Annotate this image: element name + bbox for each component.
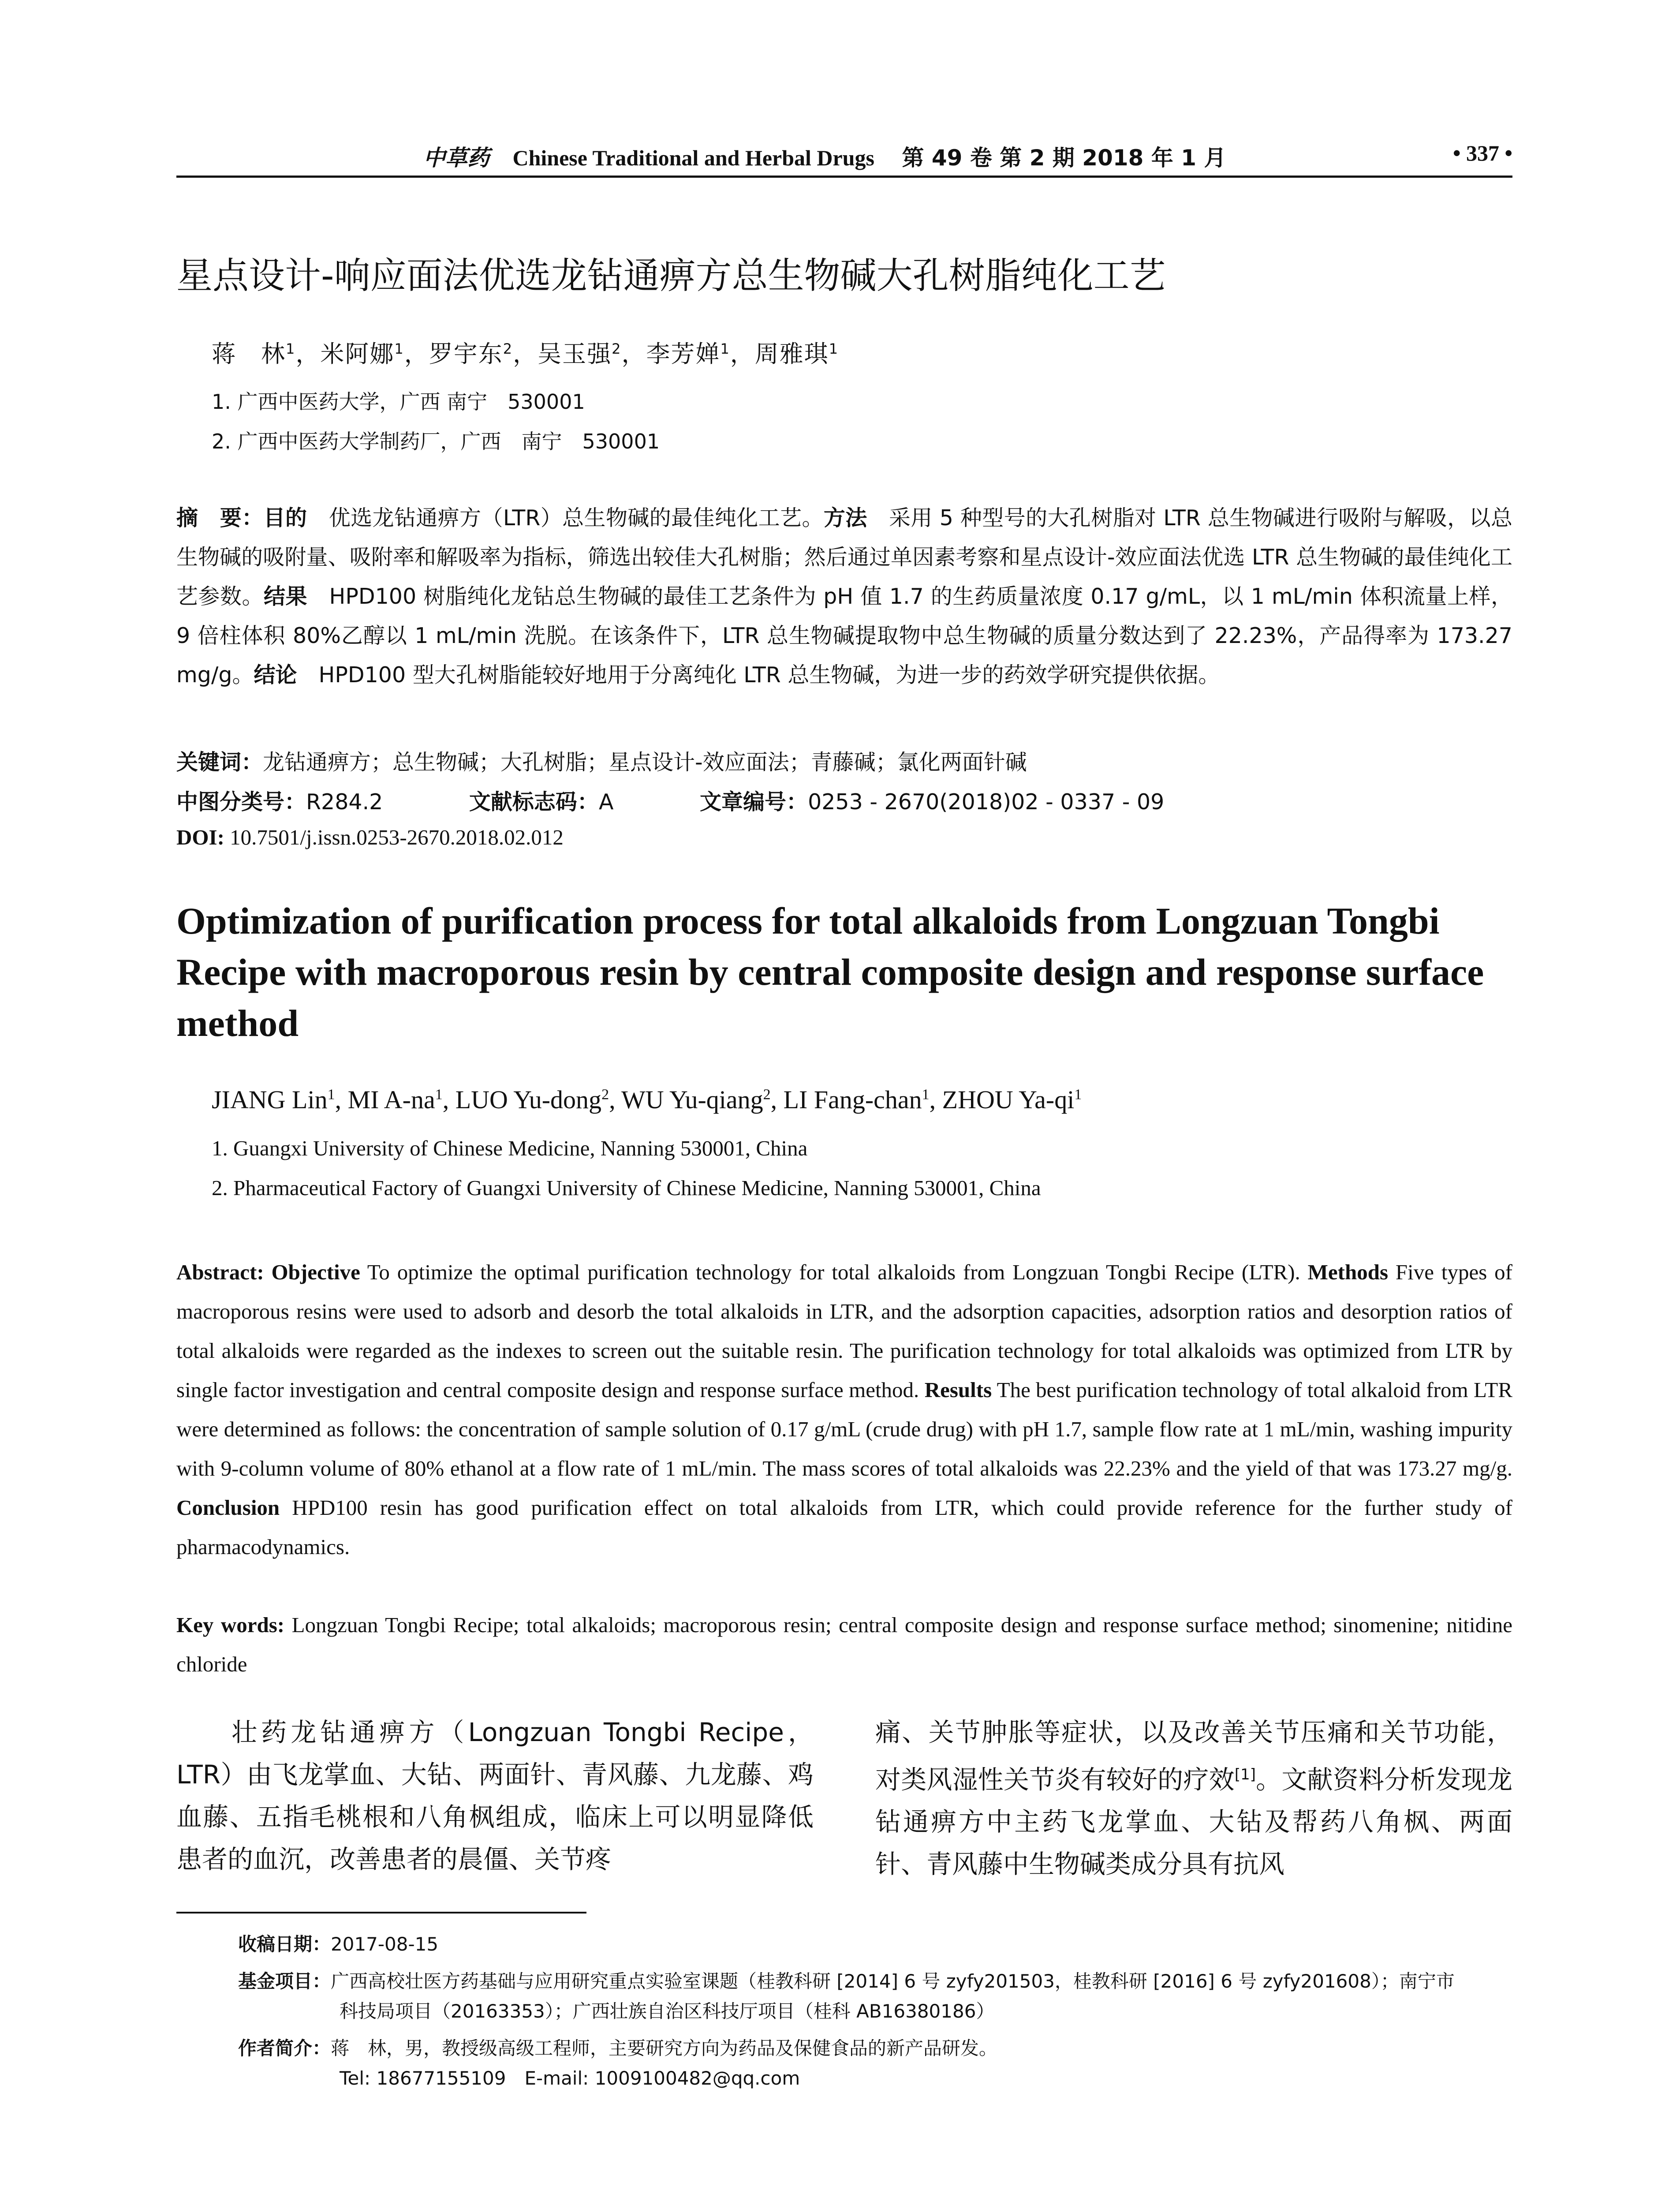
- cn-author-separator: ，: [295, 340, 321, 368]
- keywords-cn-label: 关键词：: [176, 750, 263, 775]
- abstract-cn-results-label: 结果: [264, 584, 307, 609]
- cn-author-name: 李芳婵: [646, 340, 721, 368]
- journal-name: Chinese Traditional and Herbal Drugs: [512, 146, 874, 170]
- abstract-en: [176, 1252, 1512, 1566]
- abstract-en-results-label: Results: [924, 1378, 992, 1402]
- doi-line: [176, 825, 564, 850]
- clc-label: 中图分类号：: [176, 789, 306, 815]
- abstract-cn-objective: 优选龙钻通痹方（LTR）总生物碱的最佳纯化工艺。: [307, 505, 824, 531]
- abstract-cn-methods: 采用 5 种型号的大孔树脂对 LTR 总生物碱进行吸附与解吸，以总生物碱的吸附量、吸附率和解吸率为指标，筛选出较佳大孔树脂；然后通过单因素考察和星点设计-效应面法优选 LTR 总生物碱的最佳纯化工艺参数。: [176, 505, 1512, 609]
- footnotes: [238, 1929, 1512, 2093]
- running-header: [176, 140, 1512, 176]
- en-author-separator: ,: [929, 1085, 942, 1114]
- journal-header: [423, 140, 1226, 172]
- keywords-cn-text: 龙钻通痹方；总生物碱；大孔树脂；星点设计-效应面法；青藤碱；氯化两面针碱: [263, 750, 1027, 775]
- body-right-text-b: 。文献资料分析发现龙钻通痹方中主药飞龙掌血、大钻及帮药八角枫、两面针、青风藤中生物碱类成分具有抗风: [875, 1764, 1512, 1880]
- authors-en: [212, 1085, 1082, 1114]
- cn-author-affiliation-mark: 1: [829, 340, 839, 357]
- received-label: 收稿日期：: [238, 1933, 331, 1955]
- cn-author-separator: ，: [404, 340, 429, 368]
- cn-author-separator: ，: [513, 340, 538, 368]
- abstract-cn-methods-label: 方法: [823, 505, 867, 531]
- cn-author-affiliation-mark: 2: [612, 340, 622, 357]
- affiliation-cn-1: 1. 广西中医药大学，广西 南宁 530001: [212, 390, 585, 414]
- doc-code-label: 文献标志码：: [469, 789, 599, 815]
- cn-author-separator: ，: [621, 340, 646, 368]
- fund-line-2: 科技局项目（20163353）；广西壮族自治区科技厅项目（桂科 AB16380186）: [340, 2000, 995, 2022]
- en-author-name: LUO Yu-dong: [455, 1085, 602, 1114]
- abstract-en-methods-label: Methods: [1307, 1260, 1389, 1284]
- abstract-cn-conclusion: HPD100 型大孔树脂能较好地用于分离纯化 LTR 总生物碱，为进一步的药效学研究提供依据。: [297, 662, 1220, 688]
- en-author-affiliation-mark: 1: [1074, 1086, 1082, 1103]
- received-date: 2017-08-15: [331, 1933, 439, 1955]
- author-contact: Tel: 18677155109 E-mail: 1009100482@qq.com: [340, 2067, 800, 2089]
- doc-code-value: A: [598, 789, 614, 815]
- cn-author-separator: ，: [730, 340, 755, 368]
- abstract-cn-objective-label: 目的: [263, 505, 307, 531]
- doi-label: DOI:: [176, 825, 224, 849]
- fund-line: [238, 1966, 1512, 1996]
- page-number: • 337 •: [1452, 141, 1512, 165]
- cn-author-affiliation-mark: 1: [720, 340, 730, 357]
- title-cn: 星点设计-响应面法优选龙钻通痹方总生物碱大孔树脂纯化工艺: [176, 255, 1166, 297]
- cn-author-affiliation-mark: 1: [286, 340, 296, 357]
- en-author-affiliation-mark: 1: [922, 1086, 930, 1103]
- abstract-cn-label: 摘 要：: [176, 505, 264, 531]
- classification-line: [176, 785, 1164, 816]
- article-no-label: 文章编号：: [700, 789, 808, 815]
- body-column-left: [176, 1711, 814, 1880]
- abstract-en-conclusion-label: Conclusion: [176, 1495, 280, 1520]
- cn-author-name: 蒋 林: [212, 340, 286, 368]
- abstract-en-conclusion: HPD100 resin has good purification effect on total alkaloids from LTR, which could provide reference for the further study of pharmacodynamics.: [176, 1495, 1512, 1559]
- affiliation-en-2: 2. Pharmaceutical Factory of Guangxi University of Chinese Medicine, Nanning 530001, China: [212, 1176, 1041, 1200]
- header-rule: [176, 176, 1512, 178]
- en-author-name: WU Yu-qiang: [621, 1085, 763, 1114]
- cn-author-name: 罗宇东: [429, 340, 503, 368]
- body-column-right: [875, 1711, 1512, 1885]
- en-author-affiliation-mark: 2: [601, 1086, 609, 1103]
- affiliation-en-1: 1. Guangxi University of Chinese Medicine, Nanning 530001, China: [212, 1136, 808, 1160]
- citation-ref[interactable]: [1]: [1234, 1766, 1256, 1783]
- affiliation-cn-2: 2. 广西中医药大学制药厂，广西 南宁 530001: [212, 430, 660, 453]
- en-author-separator: ,: [609, 1085, 622, 1114]
- en-author-affiliation-mark: 1: [327, 1086, 335, 1103]
- journal-issue: 第 49 卷 第 2 期 2018 年 1 月: [902, 145, 1226, 171]
- abstract-cn: [176, 498, 1512, 695]
- en-author-name: JIANG Lin: [212, 1085, 328, 1114]
- journal-logo: 中草药: [423, 145, 489, 171]
- cn-author-name: 吴玉强: [538, 340, 612, 368]
- cn-author-affiliation-mark: 2: [503, 340, 513, 357]
- en-author-affiliation-mark: 1: [435, 1086, 443, 1103]
- en-author-affiliation-mark: 2: [763, 1086, 771, 1103]
- author-text-1: 蒋 林，男，教授级高级工程师，主要研究方向为药品及保健食品的新产品研发。: [331, 2037, 998, 2059]
- title-en: Optimization of purification process for total alkaloids from Longzuan Tongbi Recipe with macroporous resin by central composite design and response surface method: [176, 900, 1484, 1044]
- body-right-text-a: 痛、关节肿胀等症状，以及改善关节压痛和关节功能，对类风湿性关节炎有较好的疗效: [875, 1717, 1512, 1795]
- authors-cn: [212, 335, 839, 369]
- footnote-rule: [176, 1912, 586, 1913]
- en-author-name: MI A-na: [347, 1085, 435, 1114]
- en-author-name: ZHOU Ya-qi: [942, 1085, 1075, 1114]
- clc-value: R284.2: [306, 789, 383, 815]
- cn-author-affiliation-mark: 1: [394, 340, 404, 357]
- abstract-en-results: The best purification technology of total alkaloid from LTR were determined as follows: the concentration of sample solution of 0.17 g/mL (crude drug) with pH 1.7, sample flow rate at 1 mL/min, washing impurity with 9-column volume of 80% ethanol at a flow rate of 1 mL/min. The mass scores of total alkaloids was 22.23% and the yield of that was 173.27 mg/g.: [176, 1378, 1513, 1480]
- keywords-en-text: Longzuan Tongbi Recipe; total alkaloids; macroporous resin; central composite design and response surface method; sinomenine; nitidine chloride: [176, 1613, 1513, 1676]
- abstract-en-objective: To optimize the optimal purification technology for total alkaloids from Longzuan Tongbi Recipe (LTR).: [360, 1260, 1308, 1284]
- body-left-text: 壮药龙钻通痹方（Longzuan Tongbi Recipe，LTR）由飞龙掌血、大钻、两面针、青风藤、九龙藤、鸡血藤、五指毛桃根和八角枫组成，临床上可以明显降低患者的血沉，改善患者的晨僵、关节疼: [176, 1717, 814, 1874]
- fund-label: 基金项目：: [238, 1970, 331, 1992]
- author-label: 作者简介：: [238, 2037, 331, 2059]
- abstract-en-methods: Five types of macroporous resins were used to adsorb and desorb the total alkaloids in LTR, and the adsorption capacities, adsorption ratios and desorption ratios of total alkaloids were regarded as the indexes to screen out the suitable resin. The purification technology for total alkaloids was optimized from LTR by single factor investigation and central composite design and response surface method.: [176, 1260, 1512, 1402]
- fund-text-1: 广西高校壮医方药基础与应用研究重点实验室课题（桂教科研 [2014] 6 号 zyfy201503，桂教科研 [2016] 6 号 zyfy201608）；南宁市: [331, 1970, 1455, 1992]
- abstract-cn-conclusion-label: 结论: [254, 662, 297, 688]
- keywords-en: [176, 1605, 1512, 1684]
- en-author-separator: ,: [335, 1085, 348, 1114]
- keywords-en-label: Key words:: [176, 1613, 285, 1637]
- cn-author-name: 米阿娜: [320, 340, 395, 368]
- author-line: [238, 2033, 1512, 2063]
- cn-author-name: 周雅琪: [754, 340, 829, 368]
- en-author-separator: ,: [770, 1085, 784, 1114]
- abstract-en-label: Abstract: Objective: [176, 1260, 360, 1284]
- received-line: [238, 1929, 1512, 1959]
- en-author-separator: ,: [442, 1085, 455, 1114]
- en-author-name: LI Fang-chan: [783, 1085, 922, 1114]
- abstract-cn-results: HPD100 树脂纯化龙钻总生物碱的最佳工艺条件为 pH 值 1.7 的生药质量浓度 0.17 g/mL，以 1 mL/min 体积流量上样，9 倍柱体积 80%乙醇以 1 mL/min 洗脱。在该条件下，LTR 总生物碱提取物中总生物碱的质量分数达到了 22.23%，产品得率为 173.27 mg/g。: [176, 584, 1512, 688]
- doi-value: 10.7501/j.issn.0253-2670.2018.02.012: [224, 825, 564, 849]
- article-no-value: 0253 - 2670(2018)02 - 0337 - 09: [808, 789, 1165, 815]
- keywords-cn: [176, 745, 1027, 776]
